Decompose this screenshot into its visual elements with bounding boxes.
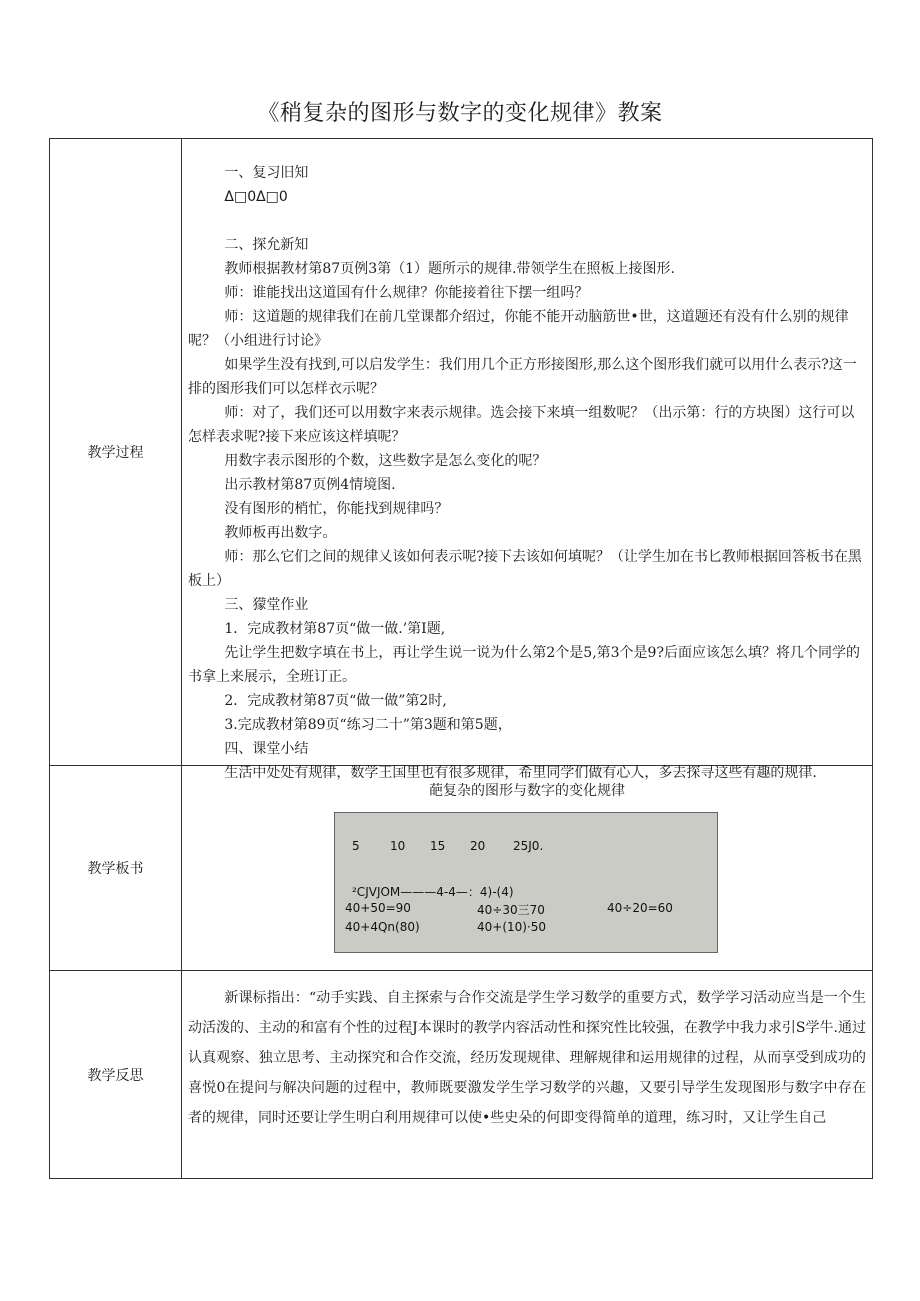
reflection-text: 新课标指出：“动手实践、自主探索与合作交流是学生学习数学的重要方式，数学学习活动应当是一个生动活泼的、主动的和富有个性的过程J本课时的教学内容活动性和探究性比较强，在教学中我力求引S学牛.通过认真观察、独立思考、主动探究和合作交流，经历发现规律、理解规律和运用规律的过程，从而享受到成功的喜悦0在提问与解决问题的过程中，教师既要激发学生学习数学的兴趣，又要引导学生发现图形与数字中存在者的规律，同时还要让学生明白利用规律可以使•些史朵的何即变得简单的道理，练习时，又让学生自己 (188, 990, 866, 1126)
board-equation: 40+4Qn(80) (345, 920, 420, 934)
process-line: 一、复习旧知 (224, 165, 309, 181)
reflection-body (182, 971, 872, 1178)
board-number: 10 (390, 839, 406, 853)
board-title: 葩复杂的图形与数字的变化规律 (429, 783, 625, 799)
process-content-cell (182, 139, 873, 781)
process-line: 师：这道题的规律我们在前几堂课都介绍过，你能不能开动脑筋世•世，这道题还有没有什么别的规律呢？（小组进行讨论》 (188, 309, 849, 349)
process-line: Δ□0Δ□0 (224, 189, 288, 205)
board-pattern-line: ²CJVJOM———4-4—：4)-(4) (352, 885, 514, 899)
process-line: 2．完成教材第87页“做一做”第2时, (224, 693, 447, 709)
process-line: 生活中处处有规律，数学王国里也有很多规律，希里同学们做有心人，多去探寻这些有趣的规律. (224, 765, 817, 781)
process-line (188, 209, 866, 233)
process-line: 师：谁能找出这道国有什么规律？你能接着往下摆一组吗？ (224, 285, 589, 301)
lesson-plan-table (49, 138, 873, 1179)
process-line: 1．完成教材第87页“做一做.’第I题, (224, 621, 446, 637)
board-number: 20 (470, 839, 486, 853)
board-equation: 40+(10)·50 (477, 920, 547, 934)
process-line: 先让学生把数字填在书上，再让学生说一说为什么第2个是5,第3个是9?后面应该怎么填？将几个同学的书拿上来展示，全班订正。 (188, 645, 860, 685)
process-label-cell (50, 139, 182, 766)
reflection-label-cell (50, 971, 182, 1179)
process-line: 用数字表示图形的个数，这些数字是怎么变化的呢？ (224, 453, 547, 469)
board-label-cell (50, 766, 182, 971)
process-line: 3.完成教材第89页“练习二十”第3题和第5题， (224, 717, 512, 733)
board-equation: 40+50=90 (345, 901, 411, 915)
process-line: 师：那么它们之间的规律乂该如何表示呢?接下去该如何填呢？（让学生加在书匕教师根据回答板书在黑板上） (188, 549, 862, 589)
board-number: 15 (430, 839, 446, 853)
process-body (182, 139, 872, 781)
reflection-label: 教学反思 (87, 1067, 144, 1084)
process-line: 四、课堂小结 (224, 741, 309, 757)
process-label: 教学过程 (87, 445, 144, 461)
process-line: 二、探允新知 (224, 237, 309, 253)
table-row (50, 766, 873, 971)
board-section (182, 766, 872, 970)
board-number: 5 (352, 839, 360, 853)
table-row (50, 971, 873, 1179)
board-label: 教学板书 (87, 861, 144, 877)
page-title: 《稍复杂的图形与数字的变化规律》教案 (257, 101, 663, 126)
process-line: 没有图形的梢忙，你能找到规律吗？ (224, 501, 449, 517)
board-content-cell (182, 766, 873, 971)
process-line: 如果学生没有找到,可以启发学生：我们用几个正方形接图形,那么这个图形我们就可以用什么表示?这一排的图形我们可以怎样衣示呢？ (188, 357, 857, 397)
process-line: 三、獴堂作业 (224, 597, 309, 613)
process-line: 教师板再出数字。 (224, 525, 337, 541)
board-number: 25J0. (513, 839, 544, 853)
reflection-content-cell (182, 971, 873, 1179)
board-equation: 40÷20=60 (607, 901, 673, 915)
blackboard-image (334, 812, 718, 953)
process-line: 师：对了，我们还可以用数字来表示规律。选会接下来填一组数呢？（出示第：行的方块图）这行可以怎样表求呢?接下来应该这样填呢？ (188, 405, 855, 445)
process-line: 教师根据教材第87页例3第（1）题所示的规律.带领学生在照板上接图形. (224, 261, 675, 277)
board-equation: 40÷30三70 (477, 903, 545, 917)
process-line: 出示教材第87页例4情境图. (224, 477, 396, 493)
table-row (50, 139, 873, 766)
